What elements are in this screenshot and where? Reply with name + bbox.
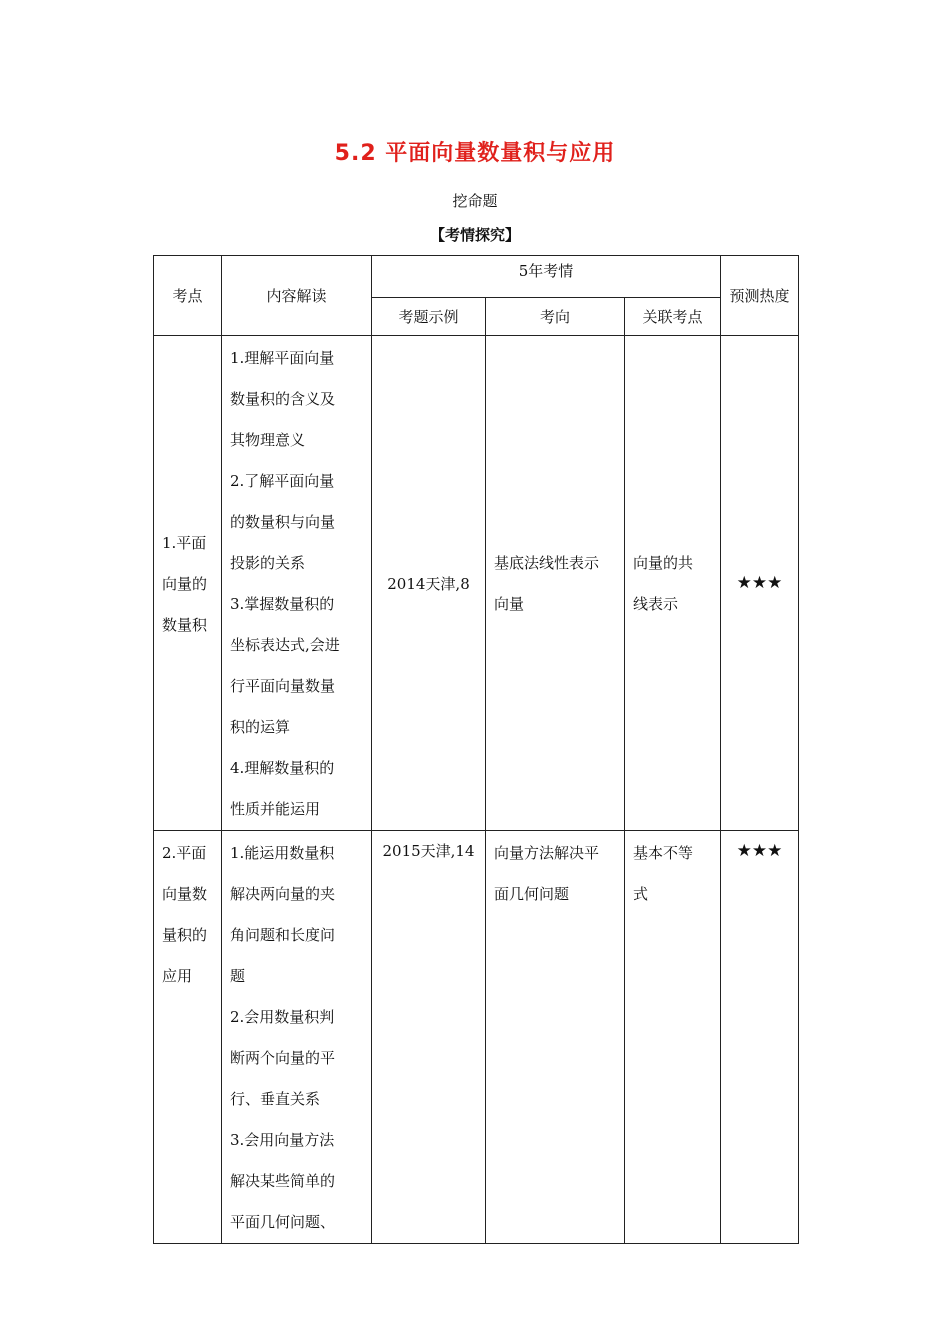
neirong-line: 解决两向量的夹 bbox=[230, 885, 336, 903]
kaoxiang-line: 基底法线性表示 bbox=[494, 554, 600, 572]
neirong-line: 坐标表达式,会进 bbox=[230, 636, 340, 654]
kaodian-line: 应用 bbox=[162, 967, 193, 985]
neirong-line: 平面几何问题、 bbox=[230, 1213, 336, 1231]
neirong-line: 2.了解平面向量 bbox=[230, 472, 335, 490]
neirong-line: 2.会用数量积判 bbox=[230, 1008, 335, 1026]
kaoxiang-line: 面几何问题 bbox=[494, 885, 570, 903]
kaodian-line: 数量积 bbox=[162, 615, 208, 634]
neirong-line: 断两个向量的平 bbox=[230, 1049, 336, 1067]
neirong-line: 积的运算 bbox=[230, 718, 291, 736]
neirong-line: 角问题和长度问 bbox=[230, 926, 336, 944]
neirong-line: 3.会用向量方法 bbox=[230, 1131, 335, 1149]
neirong-line: 3.掌握数量积的 bbox=[230, 595, 335, 613]
neirong-line: 1.理解平面向量 bbox=[230, 349, 335, 367]
exam-analysis-table bbox=[153, 255, 799, 1244]
kaoxiang-cell bbox=[486, 831, 625, 1244]
guanlian-line: 向量的共 bbox=[633, 554, 694, 572]
header-kaoxiang: 考向 bbox=[486, 298, 625, 336]
guanlian-line: 式 bbox=[633, 885, 649, 903]
neirong-line: 的数量积与向量 bbox=[230, 513, 336, 531]
neirong-line: 行、垂直关系 bbox=[230, 1090, 321, 1108]
kaodian-cell bbox=[154, 336, 222, 831]
header-neirong: 内容解读 bbox=[222, 256, 372, 336]
header-shili: 考题示例 bbox=[372, 298, 486, 336]
neirong-line: 投影的关系 bbox=[230, 554, 306, 572]
shili-cell: 2015天津,14 bbox=[372, 831, 486, 1244]
neirong-line: 1.能运用数量积 bbox=[230, 844, 335, 862]
section-heading: 【考情探究】 bbox=[429, 226, 520, 244]
guanlian-line: 基本不等 bbox=[633, 844, 694, 862]
guanlian-cell bbox=[625, 831, 721, 1244]
neirong-line: 4.理解数量积的 bbox=[230, 759, 335, 777]
heat-stars: ★★★ bbox=[721, 336, 799, 831]
kaoxiang-line: 向量方法解决平 bbox=[494, 844, 600, 862]
kaodian-cell bbox=[154, 831, 222, 1244]
neirong-cell bbox=[222, 831, 372, 1244]
heat-stars: ★★★ bbox=[721, 831, 799, 1244]
header-five-year: 5年考情 bbox=[372, 256, 721, 298]
neirong-cell bbox=[222, 336, 372, 831]
neirong-line: 其物理意义 bbox=[230, 431, 306, 449]
shili-cell: 2014天津,8 bbox=[372, 336, 486, 831]
neirong-line: 行平面向量数量 bbox=[230, 677, 336, 695]
neirong-line: 性质并能运用 bbox=[230, 800, 321, 818]
page-title: 5.2 平面向量数量积与应用 bbox=[334, 141, 616, 166]
neirong-line: 数量积的含义及 bbox=[230, 390, 336, 408]
kaodian-line: 向量的 bbox=[162, 574, 208, 593]
kaoxiang-line: 向量 bbox=[494, 595, 525, 613]
neirong-line: 解决某些简单的 bbox=[230, 1172, 336, 1190]
table-row bbox=[154, 336, 799, 831]
guanlian-cell bbox=[625, 336, 721, 831]
header-kaodian: 考点 bbox=[154, 256, 222, 336]
kaodian-line: 2.平面 bbox=[162, 844, 207, 862]
kaodian-line: 量积的 bbox=[162, 926, 208, 944]
table-row bbox=[154, 831, 799, 1244]
neirong-line: 题 bbox=[230, 967, 246, 985]
kaodian-line: 向量数 bbox=[162, 885, 208, 903]
kaoxiang-cell bbox=[486, 336, 625, 831]
header-redu: 预测热度 bbox=[721, 256, 799, 336]
header-guanlian: 关联考点 bbox=[625, 298, 721, 336]
guanlian-line: 线表示 bbox=[633, 595, 679, 613]
kaodian-line: 1.平面 bbox=[162, 533, 207, 552]
subtitle: 挖命题 bbox=[452, 192, 498, 210]
